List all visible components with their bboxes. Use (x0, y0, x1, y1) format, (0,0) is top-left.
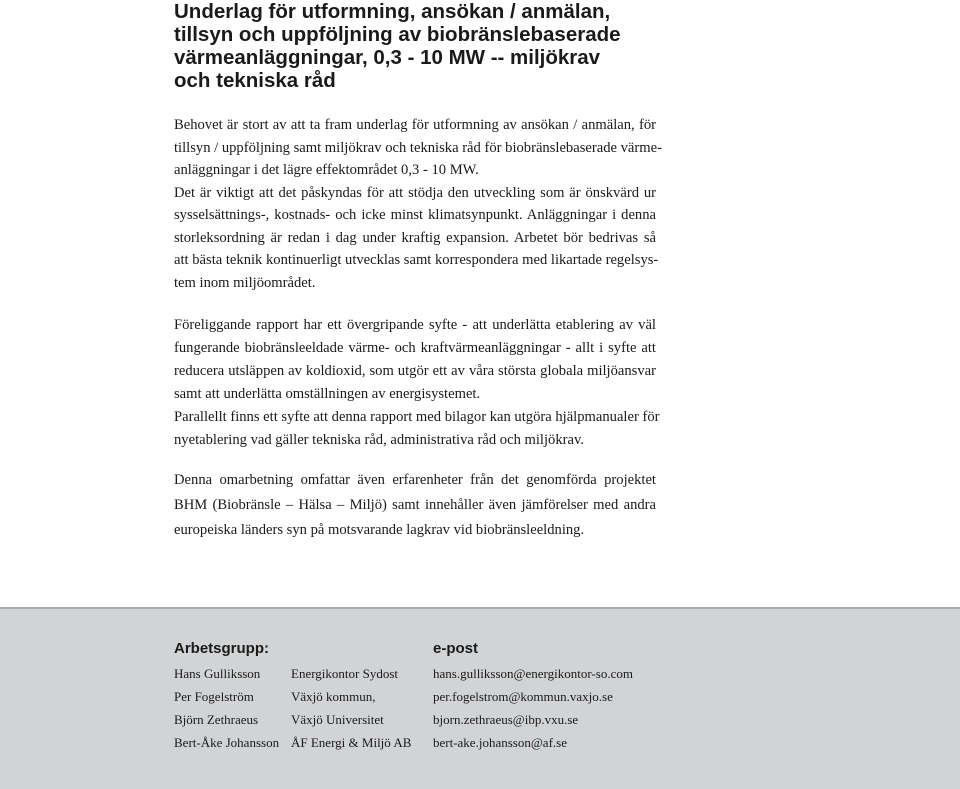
member-email: per.fogelstrom@kommun.vaxjo.se (433, 689, 613, 704)
member-organization: ÅF Energi & Miljö AB (291, 735, 412, 750)
text-line: europeiska länders syn på motsvarande lagkrav vid biobränsleeldning. (174, 522, 585, 538)
member-name: Björn Zethraeus (174, 712, 259, 727)
paragraph-revision (174, 468, 656, 543)
member-organization: Energikontor Sydost (291, 666, 399, 681)
text-line: samt att underlätta omställningen av energisystemet. (174, 386, 481, 402)
paragraph-background (174, 114, 662, 294)
title-line: värmeanläggningar, 0,3 - 10 MW -- miljökrav (174, 46, 601, 69)
member-name: Bert-Åke Johansson (174, 735, 280, 750)
text-line: Denna omarbetning omfattar även erfarenheter från det genomförda projektet (174, 472, 656, 488)
text-line: Behovet är stort av att ta fram underlag för utformning av ansökan / anmälan, för (174, 117, 656, 133)
member-organization: Växjö Universitet (291, 712, 384, 727)
member-email: hans.gulliksson@energikontor-so.com (433, 666, 633, 681)
text-line: Föreliggande rapport har ett övergripande syfte - att underlätta etablering av väl (174, 317, 656, 333)
text-line: reducera utsläppen av koldioxid, som utgör ett av våra största globala miljöansvar (174, 363, 656, 379)
text-line: sysselsättnings-, kostnads- och icke minst klimatsynpunkt. Anläggningar i denna (174, 207, 656, 223)
paragraph-purpose (174, 314, 660, 452)
member-email: bjorn.zethraeus@ibp.vxu.se (433, 712, 579, 727)
text-line: nyetablering vad gäller tekniska råd, administrativa råd och miljökrav. (174, 432, 584, 448)
member-name: Hans Gulliksson (174, 666, 261, 681)
title-line: Underlag för utformning, ansökan / anmälan, (174, 0, 611, 23)
text-line: tem inom miljöområdet. (174, 274, 316, 291)
workgroup-heading: Arbetsgrupp: (174, 640, 269, 657)
text-line: fungerande biobränsleeldade värme- och kraftvärmeanläggningar - allt i syfte att (174, 340, 656, 356)
workgroup-footer (0, 607, 960, 789)
title-line: och tekniska råd (174, 69, 336, 92)
text-line: anläggningar i det lägre effektområdet 0,3 - 10 MW. (174, 162, 479, 178)
title-line: tillsyn och uppföljning av biobränslebaserade (174, 23, 621, 46)
document-title (174, 0, 694, 92)
email-heading: e-post (433, 640, 478, 657)
text-line: storleksordning är redan i dag under kraftig expansion. Arbetet bör bedrivas så (174, 229, 656, 246)
member-organization: Växjö kommun, (291, 689, 376, 704)
text-line: BHM (Biobränsle – Hälsa – Miljö) samt innehåller även jämförelser med andra (174, 497, 656, 513)
text-line: tillsyn / uppföljning samt miljökrav och tekniska råd för biobränslebaserade värme- (174, 139, 662, 156)
text-line: att bästa teknik kontinuerligt utvecklas samt korrespondera med likartade regelsys- (174, 252, 659, 268)
member-email: bert-ake.johansson@af.se (433, 735, 567, 750)
member-name: Per Fogelström (174, 689, 254, 704)
text-line: Parallellt finns ett syfte att denna rapport med bilagor kan utgöra hjälpmanualer för (174, 409, 660, 425)
text-line: Det är viktigt att det påskyndas för att stödja den utveckling som är önskvärd ur (174, 184, 656, 201)
